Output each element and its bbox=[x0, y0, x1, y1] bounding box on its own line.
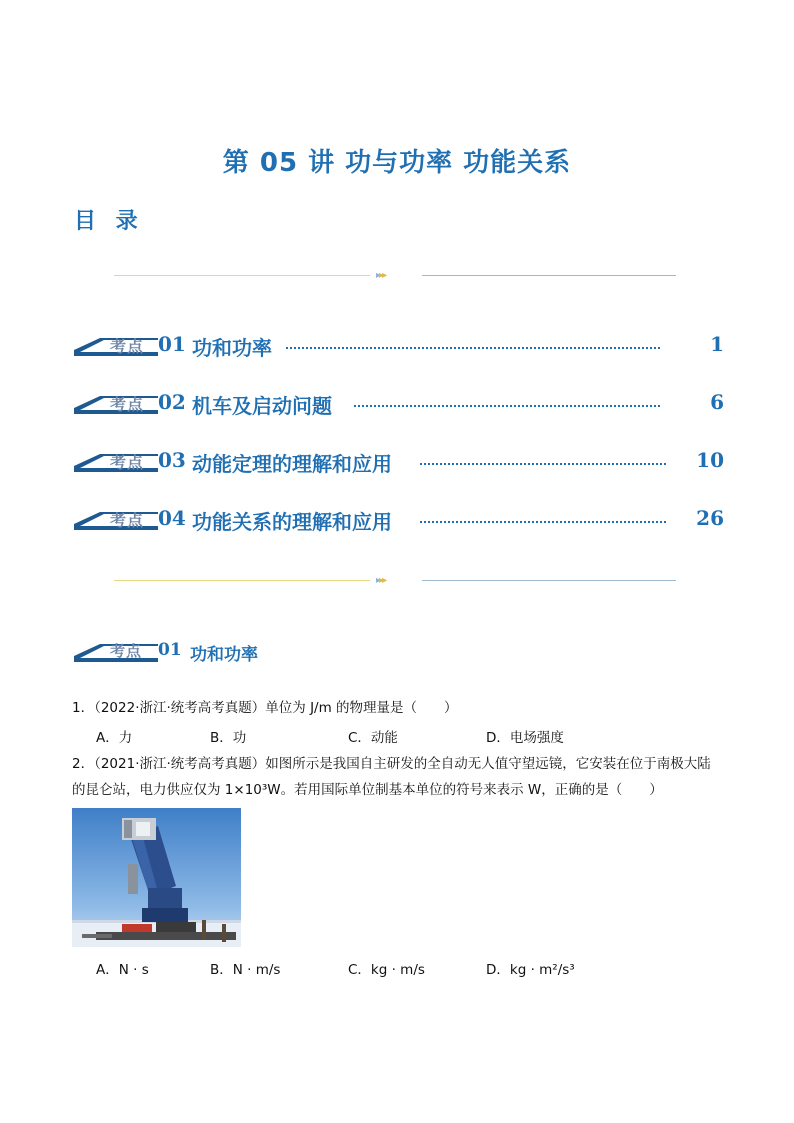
toc-page: 26 bbox=[696, 506, 724, 530]
toc-page: 6 bbox=[710, 390, 724, 414]
badge-icon: 考点 bbox=[74, 392, 158, 414]
q2-option-d[interactable]: D．kg · m²/s³ bbox=[486, 962, 575, 978]
badge-icon: 考点 bbox=[74, 334, 158, 356]
question-1-text: 1．（2022·浙江·统考高考真题）单位为 J/m 的物理量是（ ） bbox=[72, 700, 458, 716]
q2-option-c[interactable]: C．kg · m/s bbox=[348, 962, 425, 978]
divider-top bbox=[114, 270, 676, 282]
page-title: 第 05 讲 功与功率 功能关系 bbox=[222, 148, 572, 178]
q2-option-a[interactable]: A．N · s bbox=[96, 962, 149, 978]
toc-page: 10 bbox=[696, 448, 724, 472]
toc-label: 机车及启动问题 bbox=[192, 394, 332, 418]
badge-icon: 考点 bbox=[74, 450, 158, 472]
toc-label: 功能关系的理解和应用 bbox=[192, 510, 392, 534]
badge-icon: 考点 bbox=[74, 640, 158, 662]
q1-option-a[interactable]: A．力 bbox=[96, 730, 133, 746]
arrows-icon: ▸▸▸ bbox=[376, 575, 386, 586]
q2-option-b[interactable]: B．N · m/s bbox=[210, 962, 281, 978]
toc-row[interactable] bbox=[74, 508, 724, 534]
question-2-text-line1: 2．（2021·浙江·统考高考真题）如图所示是我国自主研发的全自动无人值守望远镜，它安装在位于南极大陆 bbox=[72, 756, 711, 772]
toc-row[interactable] bbox=[74, 334, 724, 360]
divider-bottom bbox=[114, 575, 676, 587]
toc-row[interactable] bbox=[74, 450, 724, 476]
toc-label: 动能定理的理解和应用 bbox=[192, 452, 392, 476]
q1-option-d[interactable]: D．电场强度 bbox=[486, 730, 564, 746]
toc-num: 04 bbox=[158, 506, 186, 530]
q1-option-b[interactable]: B．功 bbox=[210, 730, 247, 746]
badge-icon: 考点 bbox=[74, 508, 158, 530]
q1-option-c[interactable]: C．动能 bbox=[348, 730, 398, 746]
toc-label: 功和功率 bbox=[192, 336, 272, 360]
toc-heading: 目 录 bbox=[74, 209, 144, 234]
arrows-icon: ▸▸▸ bbox=[376, 270, 386, 281]
toc-num: 01 bbox=[158, 332, 186, 356]
toc-row[interactable] bbox=[74, 392, 724, 418]
toc-page: 1 bbox=[710, 332, 724, 356]
toc-num: 03 bbox=[158, 448, 186, 472]
telescope-photo bbox=[72, 808, 241, 947]
question-2-text-line2: 的昆仑站，电力供应仅为 1×10³W。若用国际单位制基本单位的符号来表示 W，正确的是（ ） bbox=[72, 782, 663, 798]
toc-num: 02 bbox=[158, 390, 186, 414]
section-heading: 考点 01 功和功率 bbox=[74, 640, 374, 666]
